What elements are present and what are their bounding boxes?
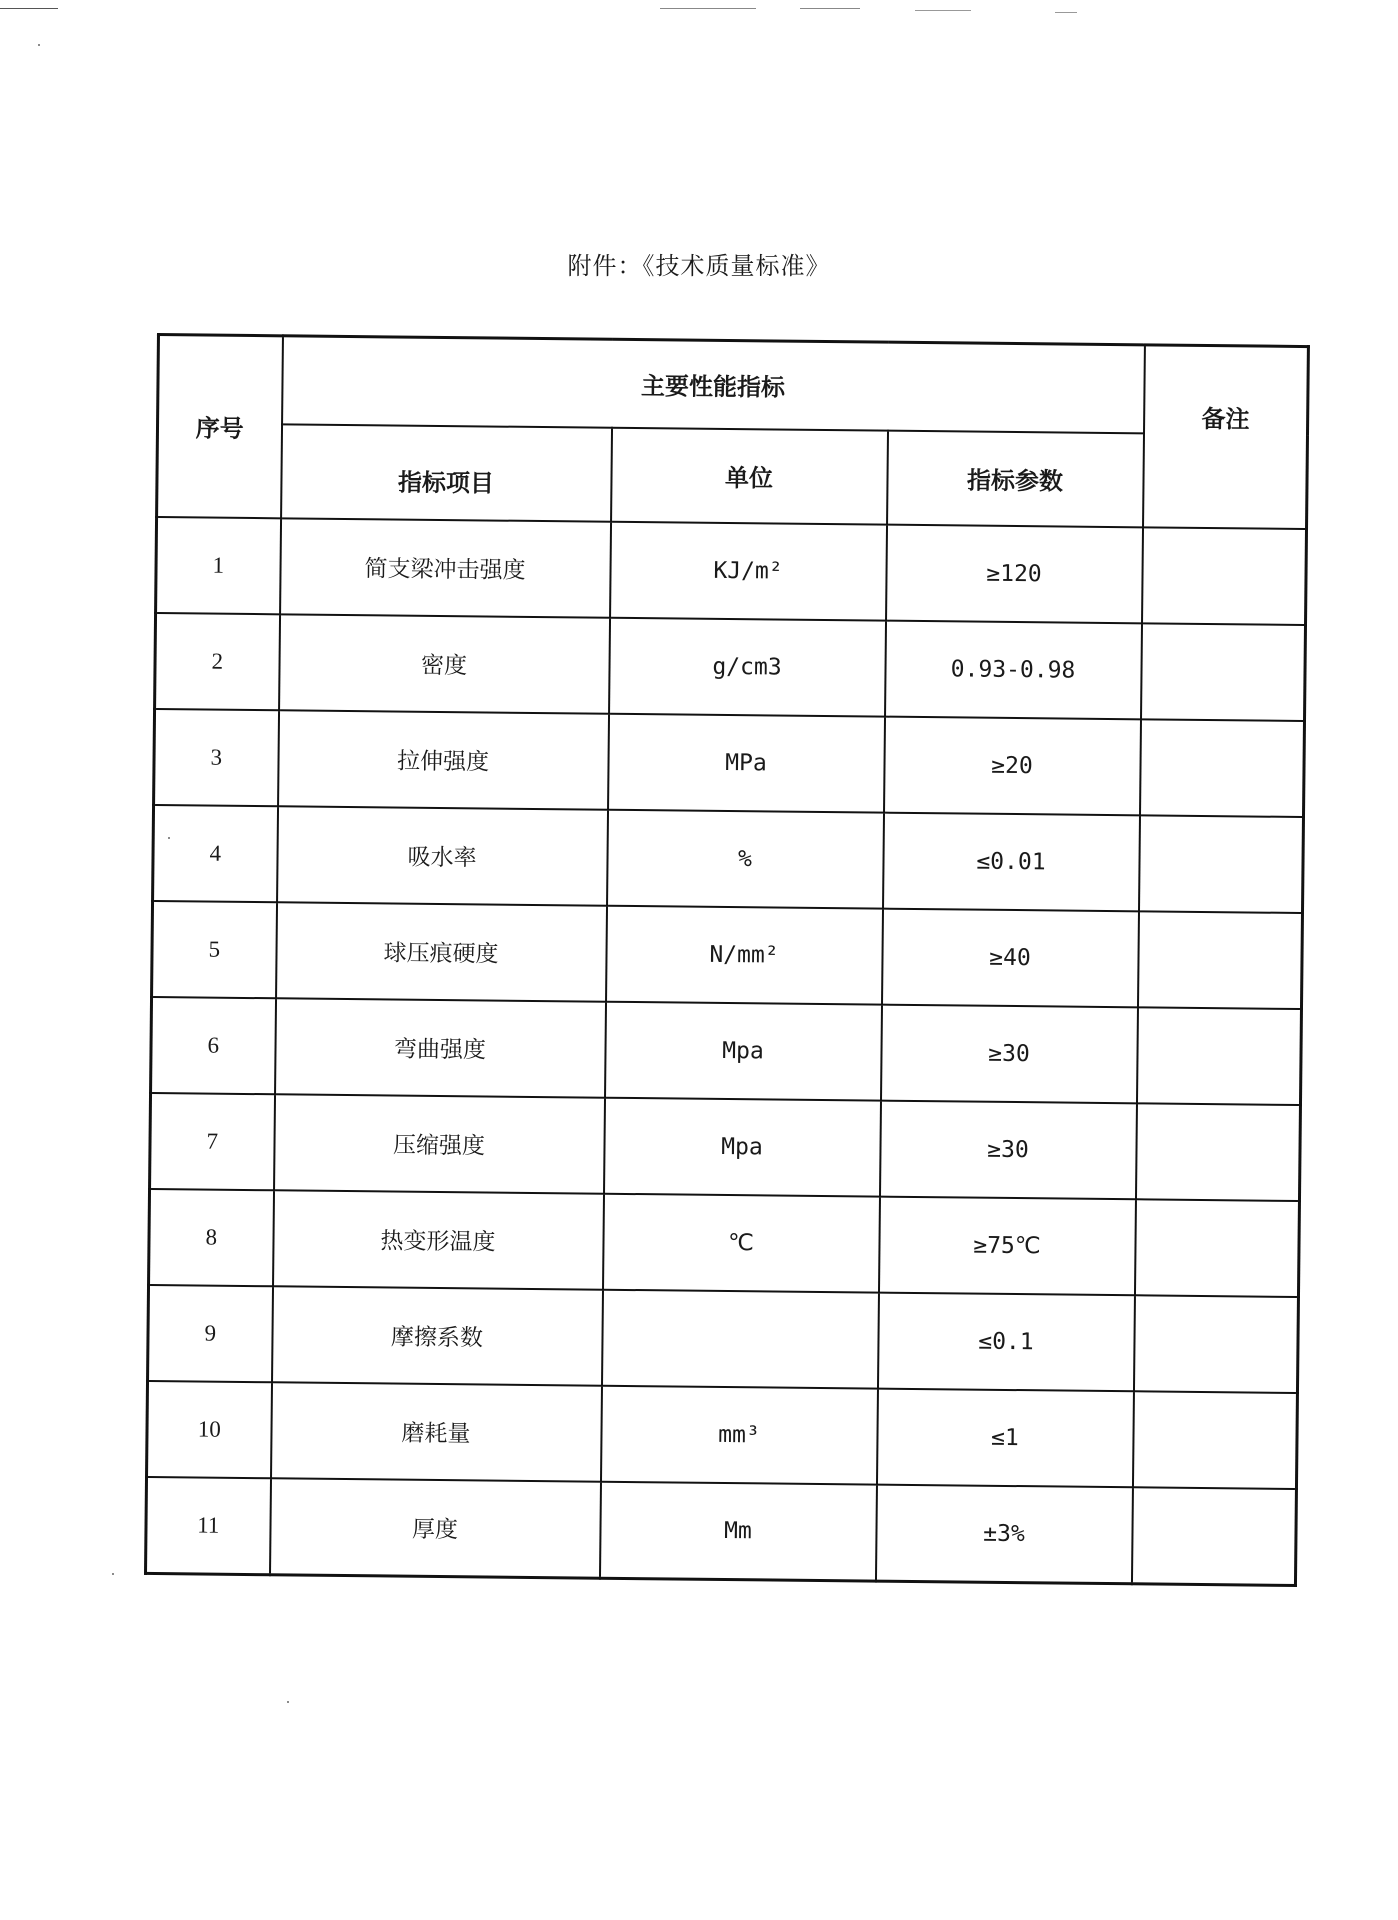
row-value: ≥20 (884, 716, 1141, 815)
row-unit (602, 1289, 879, 1388)
row-unit: g/cm3 (609, 617, 886, 716)
row-number: 7 (150, 1092, 275, 1189)
row-item: 吸水率 (277, 806, 608, 905)
row-unit: Mpa (605, 1001, 882, 1100)
header-remarks: 备注 (1143, 345, 1309, 529)
standards-table-wrapper (144, 333, 1307, 1586)
table-row (153, 804, 1304, 912)
table-row (152, 900, 1303, 1008)
row-number: 6 (151, 996, 276, 1093)
row-unit: mm³ (601, 1385, 878, 1484)
row-value: ≤1 (876, 1388, 1133, 1487)
table-row (146, 1476, 1297, 1585)
table-row (148, 1284, 1299, 1392)
header-seq: 序号 (157, 335, 283, 518)
row-note (1135, 1199, 1300, 1297)
row-value: ≥120 (886, 524, 1143, 623)
row-note (1137, 1007, 1302, 1105)
row-value: ≥75℃ (878, 1196, 1135, 1295)
row-number: 1 (156, 517, 281, 614)
header-unit: 单位 (611, 427, 888, 524)
row-number: 11 (146, 1476, 271, 1574)
header-item: 指标项目 (281, 424, 612, 521)
row-item: 密度 (279, 614, 610, 713)
row-item: 厚度 (270, 1478, 601, 1578)
row-number: 8 (149, 1188, 274, 1285)
row-note (1139, 815, 1304, 913)
row-note (1142, 527, 1307, 625)
row-number: 4 (153, 804, 278, 901)
header-main-group: 主要性能指标 (282, 336, 1145, 433)
row-value: ≥30 (881, 1004, 1138, 1103)
row-value: ≥40 (882, 908, 1139, 1007)
row-note (1140, 719, 1305, 817)
row-item: 摩擦系数 (272, 1286, 603, 1385)
row-unit: KJ/m² (610, 521, 887, 620)
table-row (156, 517, 1307, 625)
row-number: 3 (154, 708, 279, 805)
table-row (151, 996, 1302, 1104)
scan-speck (38, 44, 40, 46)
row-unit: Mm (599, 1481, 876, 1580)
scan-artifact (915, 10, 971, 11)
table-row (147, 1380, 1298, 1488)
technical-standards-table (144, 333, 1310, 1587)
row-value: 0.93-0.98 (885, 620, 1142, 719)
scan-speck (112, 1573, 114, 1575)
table-row (150, 1092, 1301, 1200)
row-item: 弯曲强度 (275, 998, 606, 1097)
row-item: 热变形温度 (273, 1190, 604, 1289)
row-note (1136, 1103, 1301, 1201)
row-unit: % (607, 809, 884, 908)
scan-artifact (0, 8, 58, 9)
table-row (155, 613, 1306, 721)
row-number: 10 (147, 1380, 272, 1477)
scan-artifact (800, 8, 860, 9)
scan-artifact (1055, 12, 1077, 13)
row-unit: Mpa (604, 1097, 881, 1196)
row-note (1141, 623, 1306, 721)
scan-artifact (660, 8, 756, 9)
row-value: ±3% (875, 1484, 1132, 1583)
row-note (1134, 1295, 1299, 1393)
row-unit: MPa (608, 713, 885, 812)
row-unit: N/mm² (606, 905, 883, 1004)
row-number: 5 (152, 900, 277, 997)
row-number: 2 (155, 613, 280, 710)
row-item: 压缩强度 (274, 1094, 605, 1193)
row-item: 简支梁冲击强度 (280, 518, 611, 617)
row-item: 拉伸强度 (278, 710, 609, 809)
row-note (1131, 1487, 1296, 1585)
header-param: 指标参数 (887, 430, 1144, 527)
row-value: ≤0.1 (877, 1292, 1134, 1391)
row-item: 磨耗量 (271, 1382, 602, 1481)
row-item: 球压痕硬度 (276, 902, 607, 1001)
row-unit: ℃ (603, 1193, 880, 1292)
document-title: 附件：《技术质量标准》 (567, 252, 831, 280)
table-row (149, 1188, 1300, 1296)
row-note (1138, 911, 1303, 1009)
scan-speck (287, 1701, 289, 1703)
table-row (154, 708, 1305, 816)
row-value: ≤0.01 (883, 812, 1140, 911)
row-number: 9 (148, 1284, 273, 1381)
row-note (1133, 1391, 1298, 1489)
row-value: ≥30 (880, 1100, 1137, 1199)
